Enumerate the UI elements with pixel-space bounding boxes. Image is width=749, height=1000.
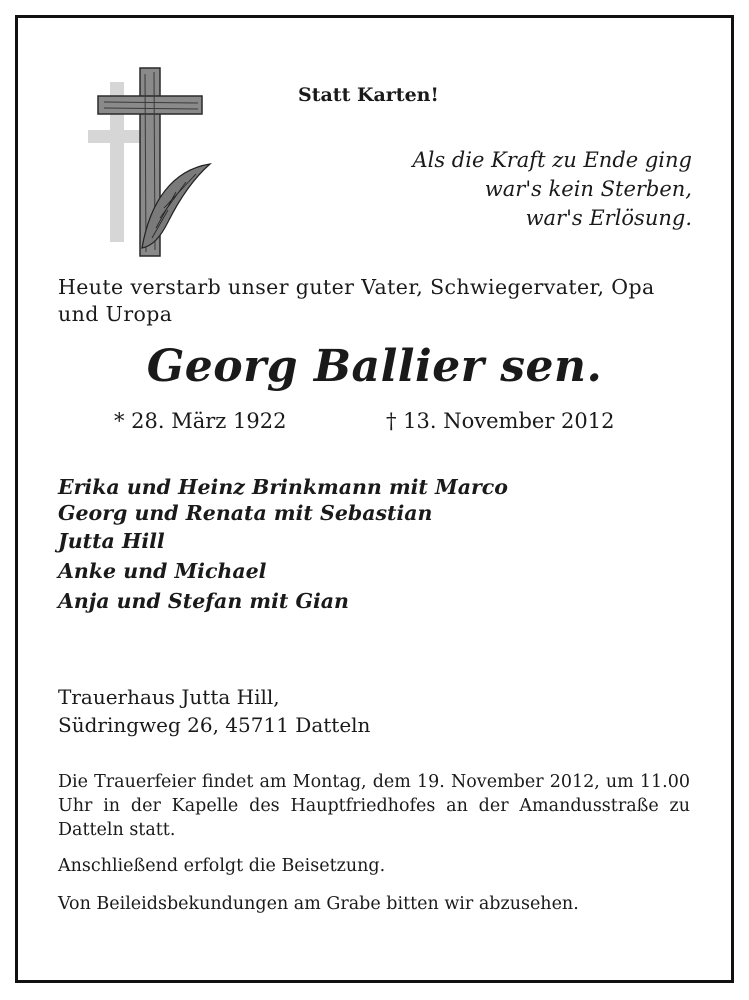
death-date: † 13. November 2012: [386, 409, 615, 433]
burial-text: Anschließend erfolgt die Beisetzung.: [58, 856, 386, 876]
condolence-text: Von Beileidsbekundungen am Grabe bitten wir abzusehen.: [58, 894, 579, 914]
poem-line: war's Erlösung.: [525, 206, 692, 230]
poem: [412, 146, 692, 233]
family-member: Anke und Michael: [58, 559, 267, 583]
intro-text: Heute verstarb unser guter Vater, Schwiegervater, Opa und Uropa: [58, 275, 655, 326]
mourning-house-address: [58, 683, 370, 739]
family-member: Anja und Stefan mit Gian: [58, 589, 349, 613]
poem-line: war's kein Sterben,: [484, 177, 692, 201]
family-member: Erika und Heinz Brinkmann mit Marco: [58, 475, 508, 499]
address-line: Südringweg 26, 45711 Datteln: [58, 713, 371, 737]
birth-date: * 28. März 1922: [114, 409, 287, 433]
ceremony-text: Die Trauerfeier findet am Montag, dem 19. November 2012, um 11.00 Uhr in der Kapelle des Hauptfriedhofes an der Amandusstraße zu Datteln statt.: [58, 772, 690, 840]
cross-with-feather-icon: [72, 52, 222, 264]
poem-line: Als die Kraft zu Ende ging: [412, 148, 692, 172]
family-list: [58, 474, 508, 616]
deceased-name: Georg Ballier sen.: [146, 341, 603, 392]
heading: Statt Karten!: [298, 84, 439, 106]
family-member: Georg und Renata mit Sebastian: [58, 501, 433, 525]
address-line: Trauerhaus Jutta Hill,: [58, 685, 280, 709]
family-member: Jutta Hill: [58, 529, 165, 553]
